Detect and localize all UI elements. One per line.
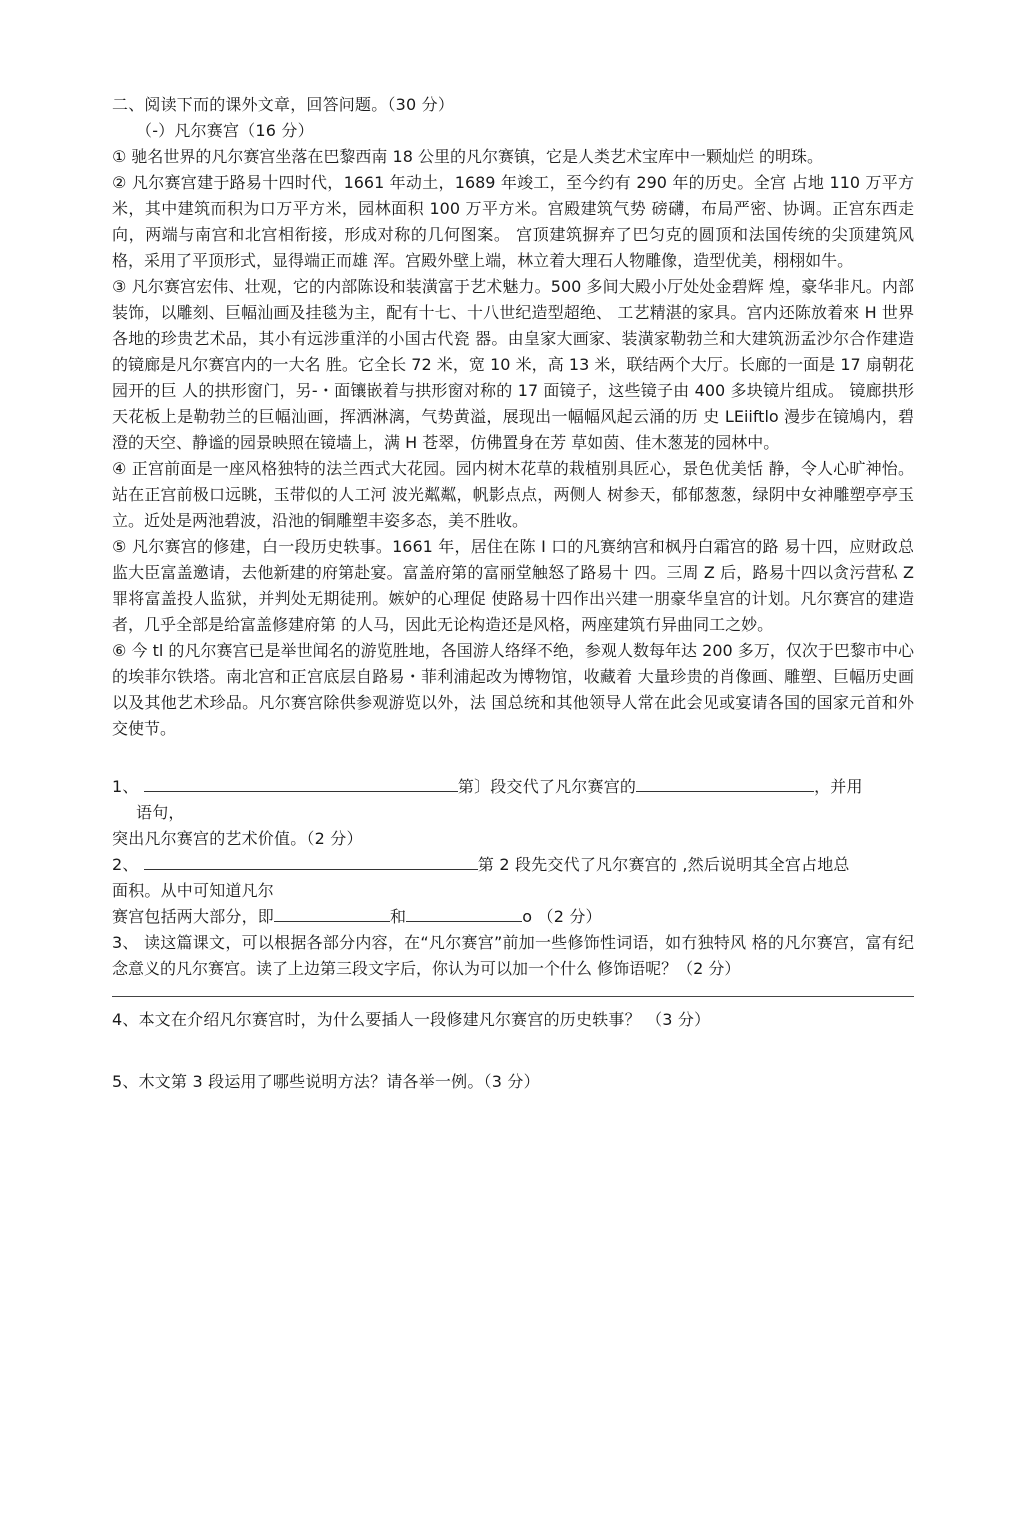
sub-title: （-）凡尔赛宫（16 分） — [136, 121, 314, 140]
question-2-line3b: 和 — [390, 907, 407, 926]
answer-blank-2c[interactable] — [406, 905, 522, 922]
question-2-line2: 面积。从中可知道凡尔 — [112, 881, 275, 900]
question-1-line2: 语句， — [136, 803, 185, 822]
question-3: 3、 读这篇课文，可以根据各部分内容，在“凡尔赛宫”前加一些修饰性词语，如冇独特风 格的凡尔赛宫，富有纪念意义的凡尔赛宫。读了上边第三段文字后，你认为可以加一个什么 修饰语呢？（2 分） — [112, 933, 914, 978]
question-1-mid: 第〕段交代了凡尔赛宫的 — [457, 777, 637, 796]
paragraph-6: ⑥ 今 tl 的凡尔赛宫已是举世闻名的游览胜地，各国游人络绎不绝，参观人数每年达 200 多万，仅次于巴黎市中心的埃菲尔铁塔。南北宫和正宫底层自路易・菲利浦起改为博物馆，收藏着 大量珍贵的肖像画、雕塑、巨幅历史画以及其他艺术珍品。凡尔赛宫除供参观游览以外，法 国总统和其他领导人常在此会见或宴请各国的国家元首和外交使节。 — [112, 641, 914, 738]
paragraph-4: ④ 正宫前面是一座风格独特的法兰西式大花园。园内树木花草的栽植别具匠心，景色优美恬 静，令人心旷神怡。站在正宫前极口远眺，玉带似的人工河 波光粼粼，帆影点点，两侧人 树参天，郁郁葱葱，绿阴中女神雕塑亭亭玉立。近处是两池碧波，沿池的铜雕塑丰姿多态，美不胜收。 — [112, 459, 914, 530]
question-2-line3a: 赛宫包括两大部分，即 — [112, 907, 275, 926]
answer-line-3[interactable] — [112, 996, 914, 997]
answer-blank-2a[interactable] — [144, 853, 478, 870]
answer-blank-2b[interactable] — [274, 905, 390, 922]
paragraph-1: ① 驰名世界的凡尔赛宫坐落在巴黎西南 18 公里的凡尔赛镇，它是人类艺术宝库中一颗灿烂 的明珠。 — [112, 147, 824, 166]
paragraph-5: ⑤ 凡尔赛宫的修建，白一段历史轶事。1661 年，居住在陈 I 口的凡赛纳宫和枫丹白霜宫的路 易十四，应财政总监大臣富盖邀请，去他新建的府第赴宴。富盖府第的富丽堂触怒了路易十 四。三周 Z 后，路易十四以贪污营私 Z 罪将富盖投人监狱，并判处无期徒刑。嫉妒的心理促 使路易十四作出兴建一朋豪华皇宫的计划。凡尔赛宫的建造者，几乎全部是给富盖修建府第 的人马，因此无论构造还是风格，两座建筑冇异曲同工之妙。 — [112, 537, 914, 634]
question-5: 5、木文第 3 段运用了哪些说明方法？请各举一例。（3 分） — [112, 1072, 540, 1091]
question-2-mid: 第 2 段先交代了凡尔赛宫的 ,然后说明其全宫占地总 — [477, 855, 850, 874]
question-1 — [112, 774, 914, 800]
question-2-line3 — [112, 904, 914, 930]
question-2-number: 2、 — [112, 855, 139, 874]
question-4: 4、本文在介绍凡尔赛宫时，为什么要插人一段修建凡尔赛宫的历史轶事？ （3 分） — [112, 1010, 711, 1029]
question-2 — [112, 852, 914, 878]
section-title: 二、阅读下而的课外文章，回答问题。（30 分） — [112, 95, 455, 114]
question-1-end: ，并用 — [814, 777, 863, 796]
answer-blank-1a[interactable] — [144, 775, 458, 792]
exam-page — [112, 92, 914, 1095]
question-1-number: 1、 — [112, 777, 139, 796]
question-1-line3: 突出凡尔赛宫的艺术价值。（2 分） — [112, 829, 363, 848]
paragraph-3: ③ 凡尔赛宫宏伟、壮观，它的内部陈设和装潢富于艺术魅力。500 多间大殿小厅处处金碧辉 煌，豪华非凡。内部装饰，以雕刻、巨幅汕画及挂毯为主，配有十七、十八世纪造型超绝、 工艺精湛的家具。宫内还陈放着來 H 世界各地的珍贵艺术品，其小有远涉重洋的小国古代瓷 器。由皇家大画家、装潢家勒勃兰和大建筑沥孟沙尔合作建造的镜廊是凡尔赛宫内的一大名 胜。它全长 72 米，宽 10 米，高 13 米，联结两个大厅。长廊的一面是 17 扇朝花园开的巨 人的拱形窗门，另-・面镶嵌着与拱形窗对称的 17 面镜子，这些镜子由 400 多块镜片组成。 镜廊拱形天花板上是勒勃兰的巨幅汕画，挥洒淋漓，气势黄溢，展现出一幅幅风起云涌的历 史 LEiiftlo 漫步在镜鳩内，碧澄的天空、静谧的园景映照在镜墙上，满 H 苍翠，仿佛置身在芳 草如茵、佳木葱茏的园林中。 — [112, 277, 914, 452]
answer-blank-1b[interactable] — [636, 775, 814, 792]
paragraph-2: ② 凡尔赛宫建于路易十四时代，1661 年动土，1689 年竣工，至今约有 290 年的历史。全宫 占地 110 万平方米，其中建筑而积为口万平方米，园林面积 100 万平方米。宫殿建筑气势 磅礴，布局严密、协调。正宫东西走向，两端与南宫和北宫相衔接，形成对称的几何图案。 宫顶建筑摒弃了巴匀克的圆顶和法国传统的尖顶建筑风格，采用了平顶形式，显得端正而雄 浑。宫殿外壁上端，林立着大理石人物雕像，造型优美，栩栩如牛。 — [112, 173, 914, 270]
question-2-line3c: o （2 分） — [522, 907, 602, 926]
